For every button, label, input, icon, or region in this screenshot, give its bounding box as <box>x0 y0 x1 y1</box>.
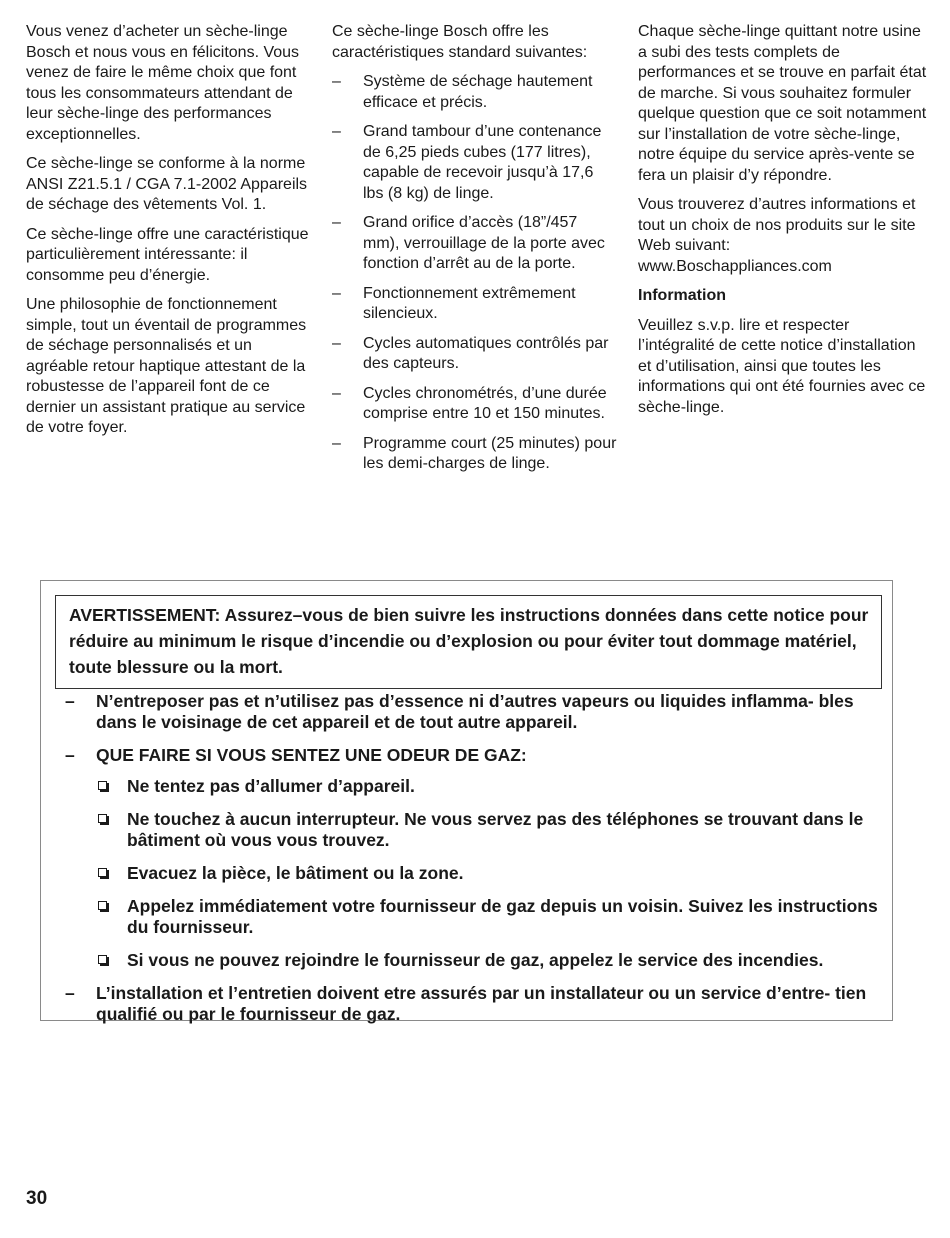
gas-step-text: Si vous ne pouvez rejoindre le fournisseur de gaz, appelez le service des incendies. <box>127 950 824 970</box>
dash-marker: – <box>332 123 341 140</box>
list-item <box>332 334 617 375</box>
features-intro: Ce sèche-linge Bosch offre les caractéristiques standard suivantes: <box>332 23 588 61</box>
intro-paragraph: Vous venez d’acheter un sèche-linge Bosch et nous vous en félicitons. Vous venez de faire le même choix que font tous les consommateurs attendant de leur sèche-linge des performances exceptionnelles. <box>26 23 300 143</box>
features-list <box>332 72 617 475</box>
list-item <box>332 284 617 325</box>
dash-marker: – <box>332 434 341 452</box>
gas-step-text: Ne touchez à aucun interrupteur. Ne vous servez pas des téléphones se trouvant dans le bâtiment où vous vous trouvez. <box>127 809 864 850</box>
checkbox-icon <box>98 955 107 964</box>
checkbox-icon <box>98 781 107 790</box>
checkbox-icon <box>98 868 107 877</box>
list-item-text: Système de séchage hautement efficace et précis. <box>363 73 593 111</box>
gas-step <box>96 809 885 851</box>
warning-item-text: N’entreposer pas et n’utilisez pas d’essence ni d’autres vapeurs ou liquides inflamma- bles dans le voisinage de cet appareil et de tout autre appareil. <box>96 691 854 732</box>
checkbox-icon <box>98 901 107 910</box>
energy-paragraph: Ce sèche-linge offre une caractéristique particulièrement intéressante: il consomme peu d’énergie. <box>26 225 309 284</box>
philosophy-paragraph: Une philosophie de fonctionnement simple, tout un éventail de programmes de séchage personnalisés et un agréable retour haptique attestant de la robustesse de l’appareil font de ce dernier un assistant pratique au service de votre foyer. <box>26 296 307 436</box>
list-item-text: Cycles automatiques contrôlés par des capteurs. <box>363 334 609 372</box>
list-item <box>332 434 617 475</box>
warning-panel <box>40 580 893 1024</box>
gas-step <box>96 863 885 884</box>
information-paragraph: Veuillez s.v.p. lire et respecter l’intégralité de cette notice d’installation et d’utilisation, ainsi que toutes les informations qui ont été fournies avec ce sèche-linge. <box>638 316 926 416</box>
features-column <box>332 22 617 484</box>
intro-column <box>26 22 311 448</box>
gas-steps-list <box>96 776 885 971</box>
dash-marker: – <box>332 73 341 90</box>
checkbox-icon <box>98 814 107 823</box>
dash-marker: – <box>65 691 75 711</box>
warning-item <box>65 745 885 971</box>
gas-step <box>96 896 885 938</box>
dash-marker: – <box>332 284 341 302</box>
dash-marker: – <box>332 334 341 352</box>
website-paragraph: Vous trouverez d’autres informations et tout un choix de nos produits sur le site Web suivant: www.Boschappliances.com <box>638 196 916 275</box>
list-item-text: Programme court (25 minutes) pour les demi-charges de linge. <box>363 434 617 472</box>
dash-marker: – <box>332 384 341 402</box>
warning-item <box>65 691 885 733</box>
warning-list <box>65 691 885 1037</box>
warning-item-text: L’installation et l’entretien doivent etre assurés par un installateur ou un service d’entre- tien qualifié ou par le fournisseur de gaz. <box>96 983 867 1024</box>
list-item <box>332 384 617 425</box>
gas-step-text: Ne tentez pas d’allumer d’appareil. <box>127 776 415 796</box>
standard-paragraph: Ce sèche-linge se conforme à la norme ANSI Z21.5.1 / CGA 7.1-2002 Appareils de séchage des vêtements Vol. 1. <box>26 155 308 213</box>
warning-box: AVERTISSEMENT: Assurez–vous de bien suivre les instructions données dans cette notice pour réduire au minimum le risque d’incendie ou d’explosion ou pour éviter tout dommage matériel, toute blessure ou la mort. <box>55 595 882 689</box>
gas-odor-heading: QUE FAIRE SI VOUS SENTEZ UNE ODEUR DE GAZ: <box>96 745 527 765</box>
service-column <box>638 22 928 427</box>
gas-step <box>96 950 885 971</box>
testing-paragraph: Chaque sèche-linge quittant notre usine a subi des tests complets de performances et se trouve en parfait état de marche. Si vous souhaitez formuler quelque question que ce soit notamment sur l’installation de votre sèche-linge, notre équipe du service après-vente se fera un plaisir d’y répondre. <box>638 23 927 184</box>
information-heading: Information <box>638 287 726 304</box>
gas-step-text: Appelez immédiatement votre fournisseur de gaz depuis un voisin. Suivez les instructions du fournisseur. <box>127 896 878 937</box>
list-item <box>332 72 617 113</box>
dash-marker: – <box>65 745 75 765</box>
list-item-text: Grand orifice d’accès (18”/457 mm), verrouillage de la porte avec fonction d’arrêt au de la porte. <box>363 214 605 272</box>
page-number: 30 <box>26 1188 48 1209</box>
gas-step <box>96 776 885 797</box>
warning-item <box>65 983 885 1025</box>
dash-marker: – <box>332 214 341 231</box>
dash-marker: – <box>65 983 75 1003</box>
list-item-text: Cycles chronométrés, d’une durée comprise entre 10 et 150 minutes. <box>363 384 607 422</box>
list-item <box>332 122 617 204</box>
list-item-text: Grand tambour d’une contenance de 6,25 pieds cubes (177 litres), capable de recevoir jusqu’à 17,6 lbs (8 kg) de linge. <box>363 123 602 202</box>
list-item <box>332 213 617 275</box>
list-item-text: Fonctionnement extrêmement silencieux. <box>363 284 576 322</box>
gas-step-text: Evacuez la pièce, le bâtiment ou la zone. <box>127 863 464 883</box>
